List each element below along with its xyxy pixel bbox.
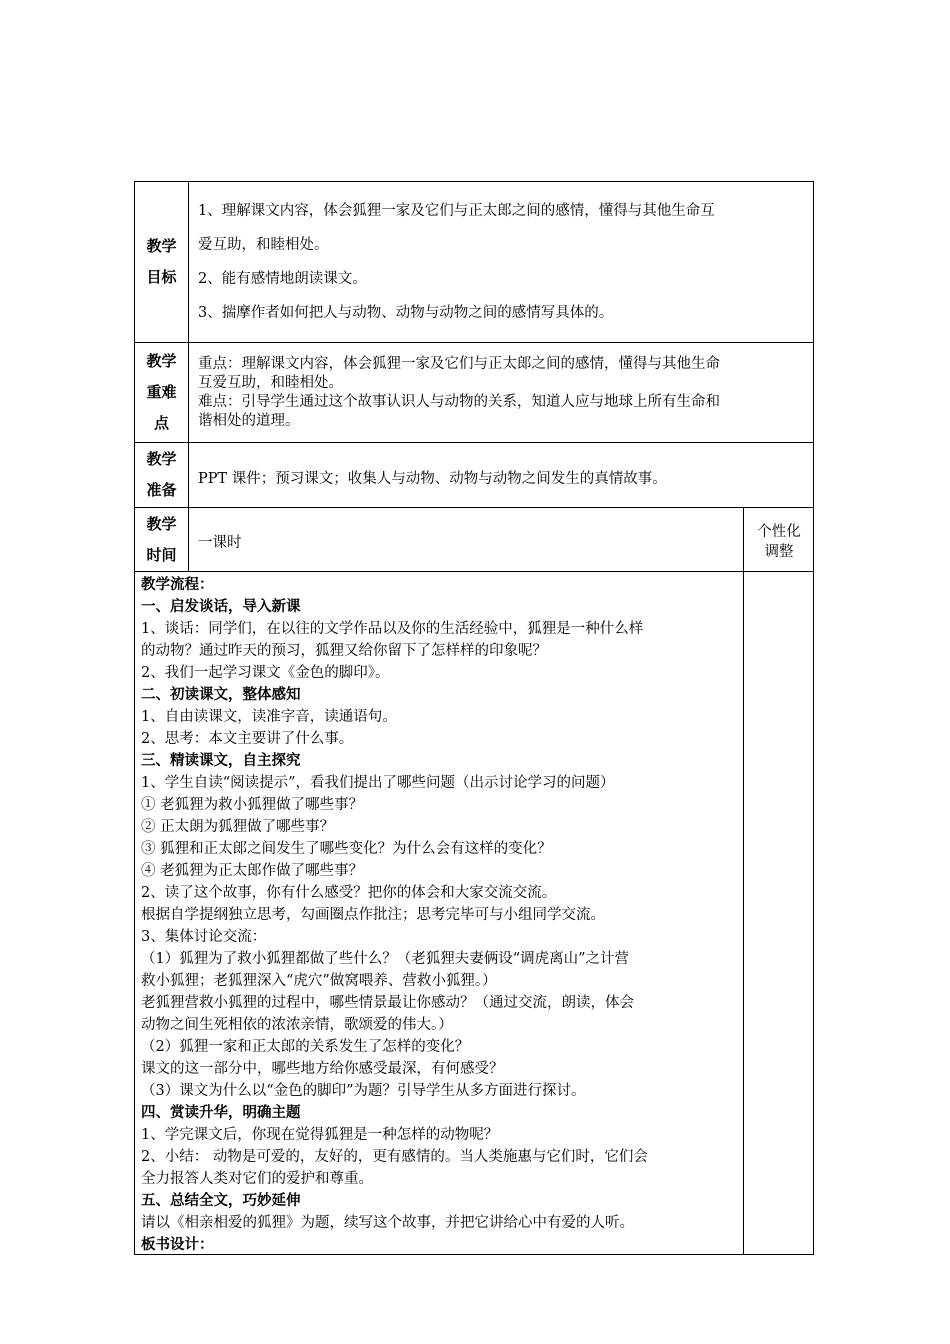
flow-line: 2、我们一起学习课文《金色的脚印》。	[141, 665, 390, 681]
objectives-label-line: 目标	[146, 268, 177, 286]
flow-line: ④ 老狐狸为正太郎作做了哪些事？	[141, 863, 364, 879]
flow-line: 1、自由读课文，读准字音，读通语句。	[141, 709, 397, 725]
objective-line: 爱互助，和睦相处。	[198, 237, 329, 253]
flow-line: ① 老狐狸为救小狐狸做了哪些事？	[141, 797, 364, 813]
preparation-content	[198, 467, 667, 488]
flow-line: 课文的这一部分中，哪些地方给你感受最深，有何感受？	[141, 1061, 504, 1077]
teaching-flow-cell	[135, 572, 743, 1254]
lesson-plan-table	[134, 181, 814, 1255]
personalized-adjustment-cell	[743, 572, 814, 1254]
flow-line: 1、学生自读“阅读提示”，看我们提出了哪些问题（出示讨论学习的问题）	[141, 775, 615, 791]
flow-line: 1、谈话：同学们，在以往的文学作品以及你的生活经验中，狐狸是一种什么样	[141, 621, 644, 637]
preparation-text: PPT 课件；预习课文；收集人与动物、动物与动物之间发生的真情故事。	[198, 471, 667, 487]
preparation-label-line: 教学	[146, 450, 177, 468]
flow-line: 1、学完课文后，你现在觉得狐狸是一种怎样的动物呢？	[141, 1127, 499, 1143]
objective-line: 2、能有感情地朗读课文。	[198, 271, 367, 287]
keypoints-label-line: 点	[153, 414, 169, 432]
flow-line: （1）狐狸为了救小狐狸都做了些什么？（老狐狸夫妻俩设“调虎离山”之计营	[141, 951, 630, 967]
flow-line: 老狐狸营救小狐狸的过程中，哪些情景最让你感动？（通过交流，朗读，体会	[141, 995, 634, 1011]
objectives-label	[135, 182, 189, 342]
side-header-line: 个性化	[757, 524, 801, 540]
flow-heading: 教学流程：	[141, 576, 214, 593]
objective-line: 1、理解课文内容，体会狐狸一家及它们与正太郎之间的感情，懂得与其他生命互	[198, 203, 715, 219]
flow-heading: 三、精读课文，自主探究	[141, 752, 301, 769]
time-text: 一课时	[198, 535, 242, 551]
keypoints-row	[135, 343, 813, 443]
keypoint-line: 难点：引导学生通过这个故事认识人与动物的关系，知道人应与地球上所有生命和	[198, 394, 720, 410]
flow-heading: 板书设计：	[141, 1236, 214, 1253]
keypoints-content	[198, 355, 720, 431]
keypoints-label-line: 重难	[146, 383, 177, 401]
flow-line: 2、思考：本文主要讲了什么事。	[141, 731, 354, 747]
flow-line: 3、集体讨论交流：	[141, 929, 267, 945]
time-row	[135, 508, 813, 572]
preparation-label	[135, 443, 189, 507]
flow-line: 救小狐狸；老狐狸深入“虎穴”做窝喂养、营救小狐狸。）	[141, 973, 497, 989]
objectives-content	[198, 194, 715, 330]
flow-line: （2）狐狸一家和正太郎的关系发生了怎样的变化？	[141, 1039, 470, 1055]
flow-heading: 五、总结全文，巧妙延伸	[141, 1192, 301, 1209]
objectives-row	[135, 182, 813, 343]
time-content	[198, 531, 242, 552]
preparation-label-line: 准备	[146, 481, 177, 499]
side-header-line: 调整	[764, 544, 794, 560]
flow-line: （3）课文为什么以“金色的脚印”为题？引导学生从多方面进行探讨。	[141, 1083, 586, 1099]
flow-line: ② 正太朗为狐狸做了哪些事？	[141, 819, 335, 835]
flow-heading: 四、赏读升华，明确主题	[141, 1104, 301, 1121]
keypoint-line: 谐相处的道理。	[198, 413, 300, 429]
flow-line: ③ 狐狸和正太郎之间发生了哪些变化？为什么会有这样的变化？	[141, 841, 552, 857]
keypoint-line: 互爱互助，和睦相处。	[198, 375, 343, 391]
personalized-adjustment-header	[743, 508, 814, 571]
flow-heading: 一、启发谈话，导入新课	[141, 598, 301, 615]
flow-line: 的动物？通过昨天的预习，狐狸又给你留下了怎样样的印象呢？	[141, 643, 547, 659]
keypoint-line: 重点：理解课文内容，体会狐狸一家及它们与正太郎之间的感情，懂得与其他生命	[198, 356, 720, 372]
keypoints-label-line: 教学	[146, 352, 177, 370]
flow-line: 全力报答人类对它们的爱护和尊重。	[141, 1171, 373, 1187]
flow-line: 根据自学提纲独立思考，勾画圈点作批注；思考完毕可与小组同学交流。	[141, 907, 605, 923]
flow-line: 请以《相亲相爱的狐狸》为题，续写这个故事，并把它讲给心中有爱的人听。	[141, 1215, 634, 1231]
preparation-row	[135, 443, 813, 508]
time-label	[135, 508, 189, 571]
flow-line: 动物之间生死相依的浓浓亲情，歌颂爱的伟大。）	[141, 1017, 453, 1033]
flow-heading: 二、初读课文，整体感知	[141, 686, 301, 703]
objectives-label-line: 教学	[146, 237, 177, 255]
flow-line: 2、小结： 动物是可爱的，友好的，更有感情的。当人类施惠与它们时，它们会	[141, 1149, 648, 1165]
flow-line: 2、读了这个故事，你有什么感受？把你的体会和大家交流交流。	[141, 885, 557, 901]
time-label-line: 时间	[146, 545, 177, 564]
time-label-line: 教学	[146, 514, 177, 533]
keypoints-label	[135, 343, 189, 442]
objective-line: 3、揣摩作者如何把人与动物、动物与动物之间的感情写具体的。	[198, 305, 614, 321]
